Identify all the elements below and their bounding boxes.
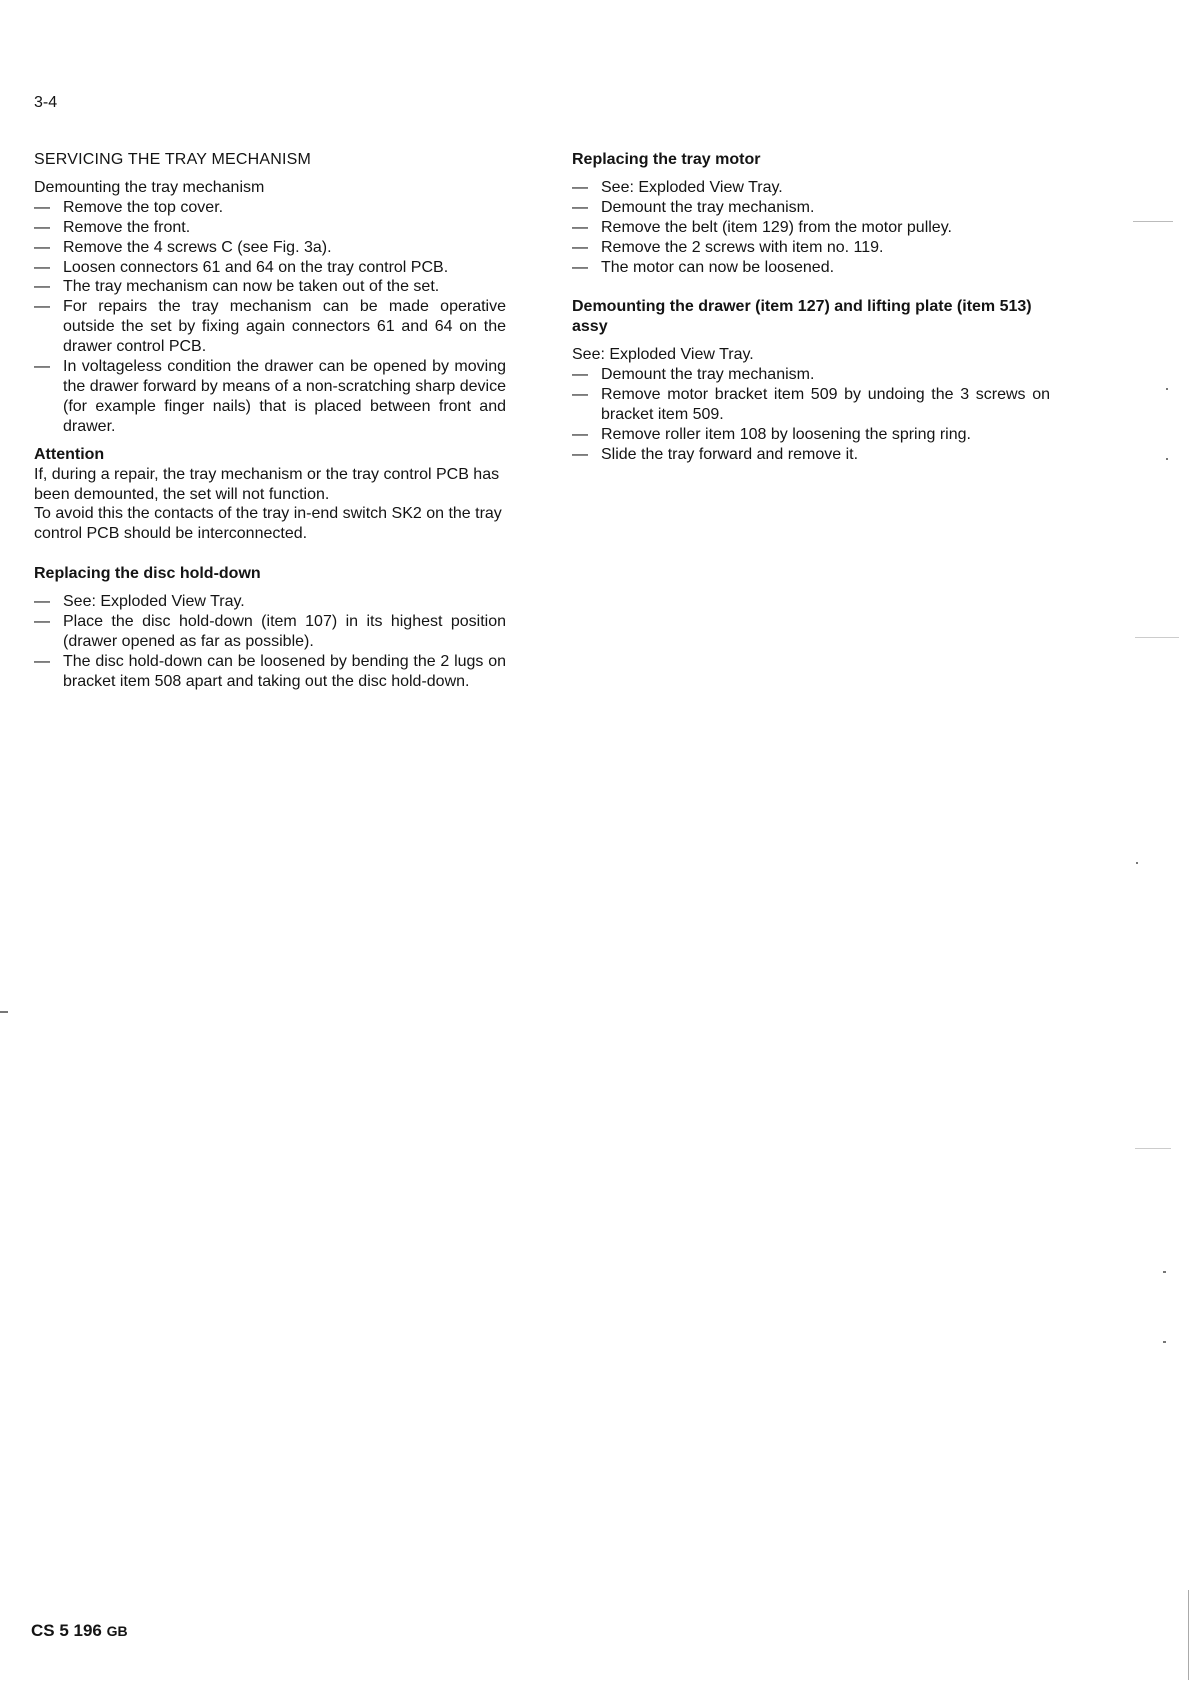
attention-heading: Attention: [34, 445, 105, 463]
list-item: — Slide the tray forward and remove it.: [572, 445, 859, 463]
list-item: — See: Exploded View Tray.: [572, 178, 783, 196]
dash-bullet: —: [34, 218, 50, 236]
scan-mark: [0, 1011, 8, 1013]
list-item: — Remove roller item 108 by loosening the spring ring.: [572, 425, 971, 443]
drawer-heading: Demounting the drawer (item 127) and lifting plate (item 513) assy: [572, 298, 1032, 336]
hold-down-heading: Replacing the disc hold-down: [34, 565, 261, 583]
left-column: [34, 150, 506, 692]
dash-bullet: —: [34, 613, 50, 631]
document-code: [31, 1621, 128, 1641]
right-column: [572, 150, 1050, 465]
scan-mark: [1188, 1590, 1189, 1680]
dash-bullet: —: [572, 445, 588, 463]
dash-bullet: —: [572, 258, 588, 276]
list-item: — Demount the tray mechanism.: [572, 366, 815, 384]
dash-bullet: —: [34, 593, 50, 611]
scan-mark: [1163, 1341, 1166, 1343]
dash-bullet: —: [34, 652, 50, 670]
motor-steps-list: [572, 178, 1050, 278]
dash-bullet: —: [34, 298, 50, 316]
dash-bullet: —: [34, 258, 50, 276]
dash-bullet: —: [572, 238, 588, 256]
list-item: — The disc hold-down can be loosened by bending the 2 lugs on bracket item 508 apart and taking out the disc hold-down.: [34, 652, 506, 690]
section-title: SERVICING THE TRAY MECHANISM: [34, 151, 312, 168]
list-item: — Demount the tray mechanism.: [572, 198, 815, 216]
list-item: — See: Exploded View Tray.: [34, 593, 245, 611]
list-item: — Remove motor bracket item 509 by undoing the 3 screws on bracket item 509.: [572, 386, 1050, 423]
list-item: — Remove the belt (item 129) from the motor pulley.: [572, 218, 952, 236]
list-item: — In voltageless condition the drawer can be opened by moving the drawer forward by means of a non-scratching sharp device (for example finger nails) that is placed between front and drawer.: [34, 358, 506, 435]
dash-bullet: —: [572, 386, 588, 404]
page-number: 3-4: [34, 94, 58, 111]
attention-text: If, during a repair, the tray mechanism or the tray control PCB has been demounted, the set will not function.: [34, 465, 500, 503]
dash-bullet: —: [572, 366, 588, 384]
dash-bullet: —: [572, 218, 588, 236]
scan-mark: [1166, 458, 1168, 460]
dash-bullet: —: [572, 425, 588, 443]
dash-bullet: —: [572, 198, 588, 216]
list-item: — Remove the 4 screws C (see Fig. 3a).: [34, 238, 332, 256]
dash-bullet: —: [34, 358, 50, 376]
dash-bullet: —: [572, 178, 588, 196]
list-item: — Remove the top cover.: [34, 198, 224, 216]
hold-down-steps-list: [34, 592, 506, 692]
list-item: — Remove the 2 screws with item no. 119.: [572, 238, 884, 256]
list-item: — The motor can now be loosened.: [572, 258, 835, 276]
drawer-steps-list: [572, 365, 1050, 465]
scan-mark: [1163, 1271, 1166, 1273]
list-item: — Loosen connectors 61 and 64 on the tray control PCB.: [34, 258, 449, 276]
scan-mark: [1136, 862, 1138, 864]
document-code-number: CS 5 196: [31, 1621, 102, 1640]
dash-bullet: —: [34, 238, 50, 256]
list-item: — Remove the front.: [34, 218, 191, 236]
drawer-intro: See: Exploded View Tray.: [572, 346, 754, 364]
document-language: GB: [106, 1623, 128, 1639]
demount-steps-list: [34, 198, 506, 437]
list-item: — Place the disc hold-down (item 107) in its highest position (drawer opened as far as possible).: [34, 613, 506, 650]
scan-mark: [1135, 637, 1179, 638]
dash-bullet: —: [34, 278, 50, 296]
section-subtitle: Demounting the tray mechanism: [34, 178, 265, 196]
attention-text: To avoid this the contacts of the tray in-end switch SK2 on the tray control PCB should be interconnected.: [34, 505, 502, 543]
list-item: — The tray mechanism can now be taken out of the set.: [34, 278, 440, 296]
motor-heading: Replacing the tray motor: [572, 151, 761, 168]
scan-mark: [1133, 221, 1173, 222]
dash-bullet: —: [34, 198, 50, 216]
scan-mark: [1166, 388, 1168, 390]
scan-mark: [1135, 1148, 1171, 1149]
list-item: — For repairs the tray mechanism can be made operative outside the set by fixing again connectors 61 and 64 on the drawer control PCB.: [34, 298, 506, 356]
